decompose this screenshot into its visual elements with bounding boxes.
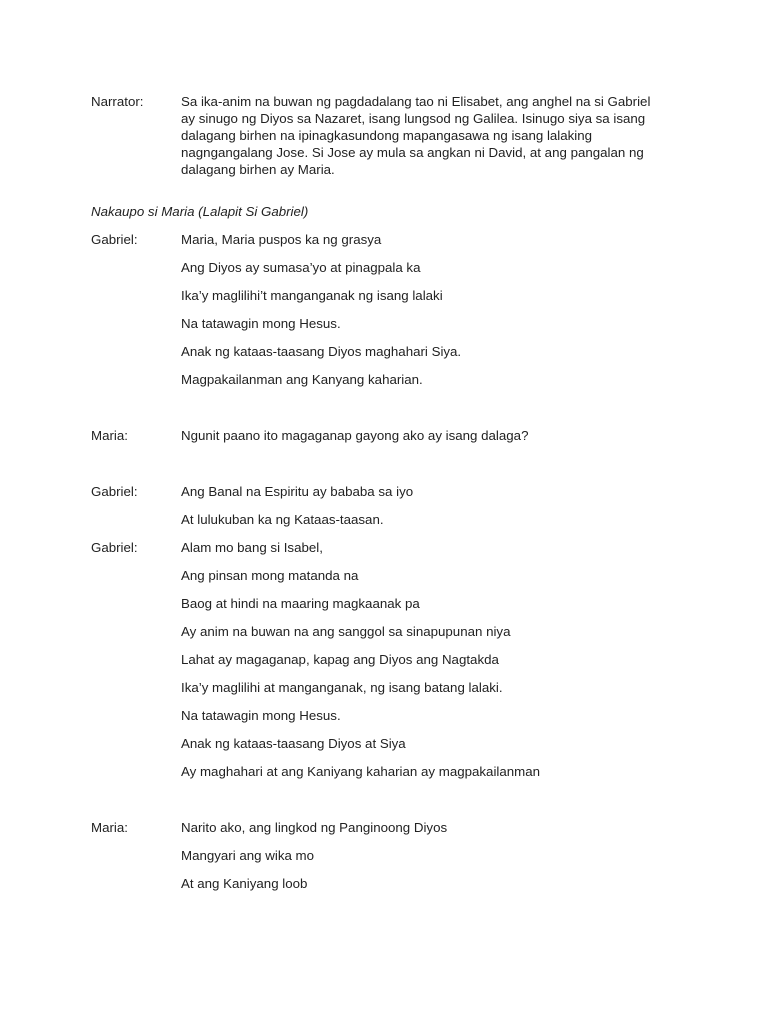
- narration-line: dalagang birhen ay Maria.: [181, 162, 335, 177]
- dialogue-line: Ika’y maglilihi at manganganak, ng isang batang lalaki.: [181, 680, 503, 695]
- dialogue-line: At lulukuban ka ng Kataas-taasan.: [181, 512, 384, 527]
- speaker-label: Narrator:: [91, 94, 144, 109]
- dialogue-line: Alam mo bang si Isabel,: [181, 540, 323, 555]
- dialogue-line: Ay anim na buwan na ang sanggol sa sinapupunan niya: [181, 624, 511, 639]
- dialogue-line: Na tatawagin mong Hesus.: [181, 708, 341, 723]
- speaker-label: Maria:: [91, 820, 128, 835]
- narration-line: Sa ika-anim na buwan ng pagdadalang tao ni Elisabet, ang anghel na si Gabriel: [181, 94, 651, 109]
- dialogue-line: Ang pinsan mong matanda na: [181, 568, 359, 583]
- dialogue-line: Maria, Maria puspos ka ng grasya: [181, 232, 382, 247]
- dialogue-line: Ang Diyos ay sumasa’yo at pinagpala ka: [181, 260, 421, 275]
- dialogue-line: Ngunit paano ito magaganap gayong ako ay isang dalaga?: [181, 428, 529, 443]
- dialogue-line: Ay maghahari at ang Kaniyang kaharian ay magpakailanman: [181, 764, 541, 779]
- dialogue-line: Lahat ay magaganap, kapag ang Diyos ang Nagtakda: [181, 652, 499, 667]
- dialogue-line: Baog at hindi na maaring magkaanak pa: [181, 596, 420, 611]
- speaker-label: Gabriel:: [91, 484, 138, 499]
- speaker-label: Gabriel:: [91, 540, 138, 555]
- narration-line: dalagang birhen na ipinagkasundong mapangasawa ng isang lalaking: [181, 128, 593, 143]
- dialogue-line: Ika’y maglilihi’t manganganak ng isang lalaki: [181, 288, 443, 303]
- dialogue-line: Anak ng kataas-taasang Diyos maghahari Siya.: [181, 344, 462, 359]
- narration-paragraph: [181, 93, 681, 178]
- narration-line: nagngangalang Jose. Si Jose ay mula sa angkan ni David, at ang pangalan ng: [181, 145, 644, 160]
- dialogue-line: Narito ako, ang lingkod ng Panginoong Diyos: [181, 820, 448, 835]
- dialogue-line: Anak ng kataas-taasang Diyos at Siya: [181, 736, 406, 751]
- speaker-label: Gabriel:: [91, 232, 138, 247]
- dialogue-line: Magpakailanman ang Kanyang kaharian.: [181, 372, 423, 387]
- dialogue-line: At ang Kaniyang loob: [181, 876, 308, 891]
- speaker-label: Maria:: [91, 428, 128, 443]
- dialogue-line: Ang Banal na Espiritu ay bababa sa iyo: [181, 484, 414, 499]
- dialogue-line: Na tatawagin mong Hesus.: [181, 316, 341, 331]
- stage-direction: Nakaupo si Maria (Lalapit Si Gabriel): [91, 204, 309, 219]
- dialogue-line: Mangyari ang wika mo: [181, 848, 315, 863]
- narration-line: ay sinugo ng Diyos sa Nazaret, isang lungsod ng Galilea. Isinugo siya sa isang: [181, 111, 646, 126]
